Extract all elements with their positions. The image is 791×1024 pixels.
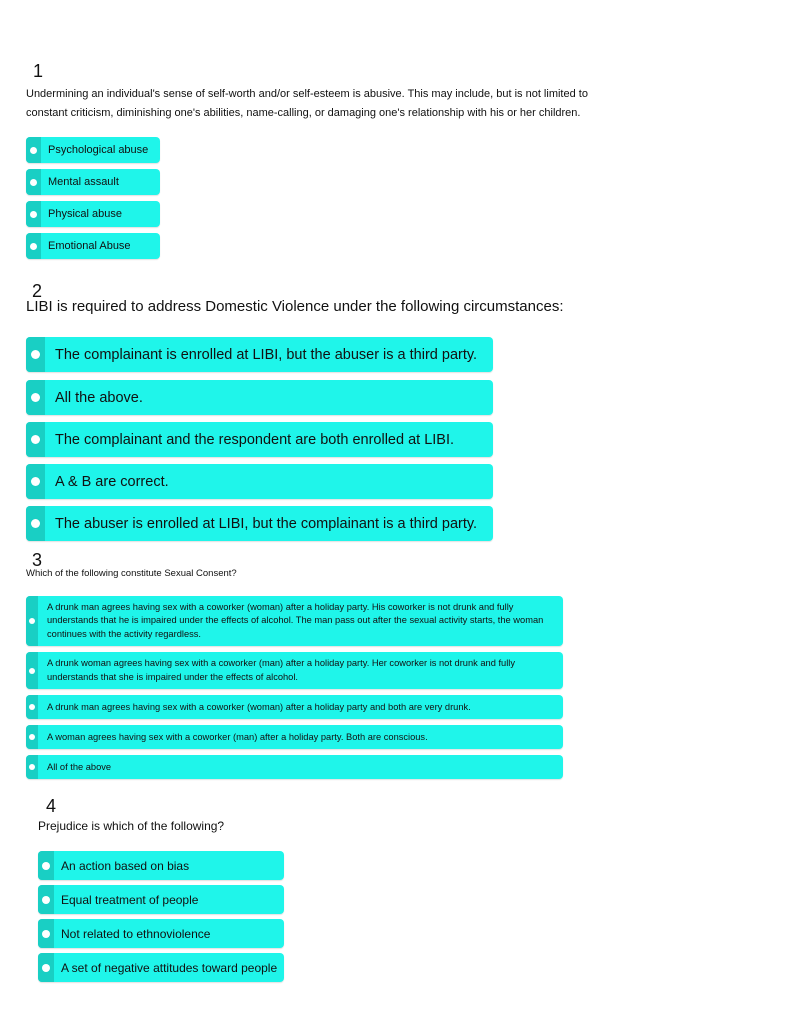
question-number: 2 bbox=[32, 281, 43, 301]
answer-option[interactable] bbox=[26, 169, 160, 195]
option-label: All the above. bbox=[55, 389, 143, 406]
radio-button[interactable] bbox=[42, 964, 50, 972]
option-label: Mental assault bbox=[48, 176, 119, 188]
radio-strip bbox=[38, 885, 54, 914]
answer-option[interactable] bbox=[26, 506, 493, 541]
option-label: All of the above bbox=[47, 762, 112, 772]
radio-button[interactable] bbox=[30, 243, 37, 250]
answer-option[interactable] bbox=[26, 725, 563, 749]
radio-button[interactable] bbox=[29, 764, 35, 770]
radio-strip bbox=[26, 464, 45, 499]
radio-strip bbox=[26, 596, 38, 646]
answer-option[interactable] bbox=[38, 953, 284, 982]
option-label: The abuser is enrolled at LIBI, but the complainant is a third party. bbox=[55, 515, 478, 532]
answer-option[interactable] bbox=[38, 919, 284, 948]
radio-strip bbox=[26, 337, 45, 372]
radio-strip bbox=[26, 380, 45, 415]
radio-button[interactable] bbox=[31, 435, 40, 444]
answer-option[interactable] bbox=[26, 337, 493, 372]
radio-button[interactable] bbox=[42, 930, 50, 938]
answer-option[interactable] bbox=[26, 695, 563, 719]
option-label: Physical abuse bbox=[48, 208, 122, 220]
radio-button[interactable] bbox=[31, 477, 40, 486]
option-label: A drunk woman agrees having sex with a coworker (man) after a holiday party. Her coworker is not drunk and fully understands that she is impaired under the effects of alcohol. bbox=[47, 658, 515, 682]
option-label: A set of negative attitudes toward people bbox=[61, 960, 278, 975]
answer-option[interactable] bbox=[26, 755, 563, 779]
answer-option[interactable] bbox=[26, 233, 160, 259]
radio-strip bbox=[38, 919, 54, 948]
option-label: The complainant is enrolled at LIBI, but the abuser is a third party. bbox=[55, 346, 478, 363]
radio-strip bbox=[26, 652, 38, 689]
radio-button[interactable] bbox=[29, 668, 35, 674]
radio-strip bbox=[38, 953, 54, 982]
radio-strip bbox=[26, 755, 38, 779]
question-number: 1 bbox=[33, 61, 44, 81]
answer-option[interactable] bbox=[26, 652, 563, 689]
radio-button[interactable] bbox=[31, 519, 40, 528]
question-number: 4 bbox=[46, 796, 57, 816]
radio-button[interactable] bbox=[31, 350, 40, 359]
radio-strip bbox=[26, 695, 38, 719]
answer-option[interactable] bbox=[38, 885, 284, 914]
radio-button[interactable] bbox=[30, 147, 37, 154]
radio-button[interactable] bbox=[29, 618, 35, 624]
question-text: LIBI is required to address Domestic Violence under the following circumstances: bbox=[26, 298, 564, 315]
answer-option[interactable] bbox=[38, 851, 284, 880]
radio-button[interactable] bbox=[30, 211, 37, 218]
option-label: The complainant and the respondent are both enrolled at LIBI. bbox=[55, 431, 455, 448]
question-text: Prejudice is which of the following? bbox=[38, 819, 225, 833]
option-label: An action based on bias bbox=[61, 858, 190, 873]
radio-button[interactable] bbox=[42, 862, 50, 870]
option-label: A drunk man agrees having sex with a coworker (woman) after a holiday party and both are very drunk. bbox=[47, 702, 471, 712]
radio-strip bbox=[26, 422, 45, 457]
radio-strip bbox=[26, 506, 45, 541]
option-label: A woman agrees having sex with a coworker (man) after a holiday party. Both are conscious. bbox=[47, 732, 428, 742]
radio-button[interactable] bbox=[30, 179, 37, 186]
answer-option[interactable] bbox=[26, 464, 493, 499]
answer-option[interactable] bbox=[26, 422, 493, 457]
option-label: A drunk man agrees having sex with a coworker (woman) after a holiday party. His coworker is not drunk and fully understands that he is impaired under the effects of alcohol. The man pass out after the sexual activity starts, the woman continues with the activity regardless. bbox=[47, 601, 544, 639]
option-label: A & B are correct. bbox=[55, 473, 169, 490]
option-label: Psychological abuse bbox=[48, 144, 149, 156]
question-text: Which of the following constitute Sexual Consent? bbox=[26, 568, 237, 579]
answer-option[interactable] bbox=[26, 596, 563, 646]
radio-strip bbox=[26, 169, 41, 195]
radio-button[interactable] bbox=[29, 704, 35, 710]
radio-button[interactable] bbox=[42, 896, 50, 904]
radio-strip bbox=[38, 851, 54, 880]
radio-strip bbox=[26, 201, 41, 227]
option-label: Emotional Abuse bbox=[48, 240, 131, 252]
question-text: Undermining an individual's sense of self-worth and/or self-esteem is abusive. This may include, but is not limited to constant criticism, diminishing one's abilities, name-calling, or damaging one's relationship with his or her children. bbox=[26, 88, 588, 119]
radio-strip bbox=[26, 725, 38, 749]
radio-button[interactable] bbox=[29, 734, 35, 740]
option-label: Not related to ethnoviolence bbox=[61, 926, 211, 941]
question-number: 3 bbox=[32, 550, 43, 570]
radio-strip bbox=[26, 233, 41, 259]
radio-button[interactable] bbox=[31, 393, 40, 402]
radio-strip bbox=[26, 137, 41, 163]
answer-option[interactable] bbox=[26, 201, 160, 227]
answer-option[interactable] bbox=[26, 380, 493, 415]
option-label: Equal treatment of people bbox=[61, 892, 199, 907]
answer-option[interactable] bbox=[26, 137, 160, 163]
